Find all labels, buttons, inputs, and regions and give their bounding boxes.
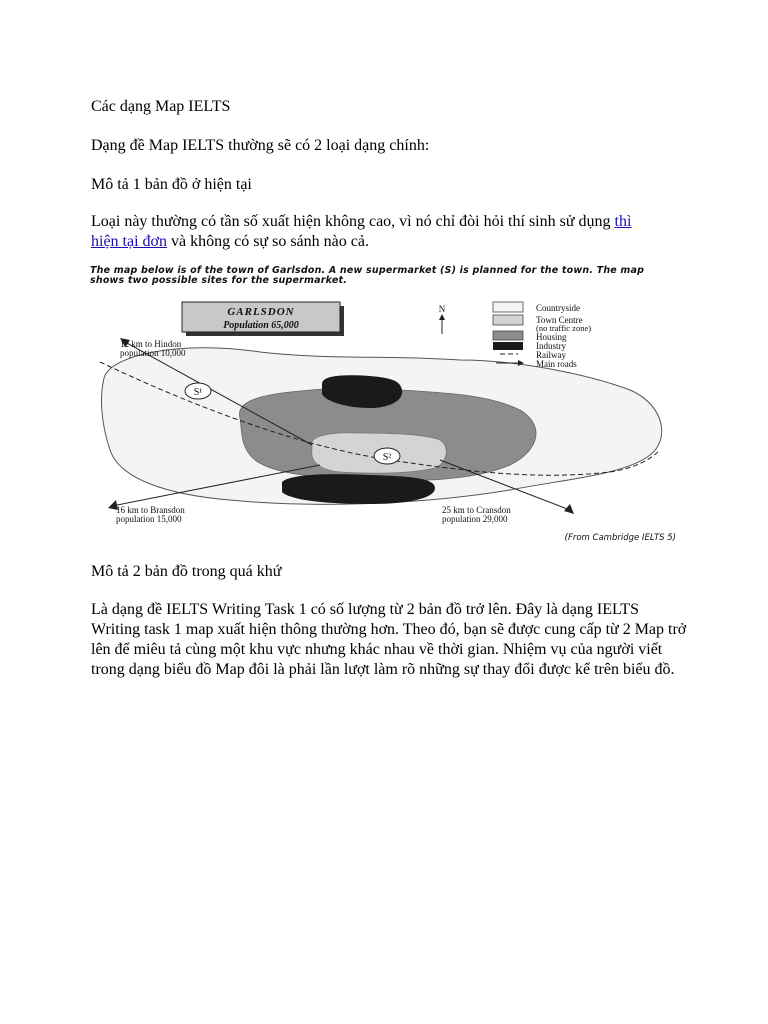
legend-housing: Housing [536,332,567,342]
figure-caption: The map below is of the town of Garlsdon. A new supermarket (S) is planned for the town. The map shows two possible sites for the supermarket. [90,265,645,286]
figure-source: (From Cambridge IELTS 5) [564,533,676,543]
page-heading: Các dạng Map IELTS [91,98,231,115]
legend-railway: Railway [536,350,566,360]
legend-swatch-housing [493,331,523,340]
legend-countryside: Countryside [536,303,580,313]
section2-paragraph: Là dạng đề IELTS Writing Task 1 có số lượng từ 2 bản đồ trở lên. Đây là dạng IELTS Writing task 1 map xuất hiện thông thường hơn. Theo đó, bạn sẽ được cung cấp từ 2 Map trở lên để miêu tả cùng một khu vực nhưng khác nhau về thời gian. Nhiệm vụ của người viết trong dạng biểu đồ Map đôi là phải lần lượt làm rõ những sự thay đổi được kể trên biểu đồ. [91,601,687,678]
north-arrow-icon [439,314,445,320]
present-simple-link[interactable]: thì hiện tại đơn [91,213,632,250]
legend-swatch-town-centre [493,315,523,325]
bransdon-population: population 15,000 [116,514,182,524]
bransdon-distance: 16 km to Bransdon [116,505,185,515]
hindon-distance: 12 km to Hindon [120,339,182,349]
map-population: Population 65,000 [223,320,299,331]
legend-town-centre: Town Centre [536,315,583,325]
site-2-label: S² [382,452,392,463]
map-title: GARLSDON [227,306,295,318]
section2-title: Mô tả 2 bản đồ trong quá khứ [91,563,282,580]
cransdon-distance: 25 km to Cransdon [442,505,511,515]
section1-paragraph [91,212,651,252]
section1-text-before: Loại này thường có tần số xuất hiện không cao, vì nó chỉ đòi hỏi thí sinh sử dụng [91,213,615,230]
hindon-population: population 10,000 [120,348,186,358]
legend-industry: Industry [536,341,566,351]
site-1-label: S¹ [193,387,203,398]
north-label: N [438,304,446,314]
section1-title: Mô tả 1 bản đồ ở hiện tại [91,176,252,193]
intro-paragraph: Dạng đề Map IELTS thường sẽ có 2 loại dạng chính: [91,137,430,154]
garlsdon-map [90,300,678,530]
legend-swatch-industry [493,342,523,350]
map-figure [90,266,678,544]
road-arrow-cransdon [564,504,574,514]
cransdon-population: population 29,000 [442,514,508,524]
section1-text-after: và không có sự so sánh nào cả. [167,233,369,250]
legend-main-roads: Main roads [536,359,577,369]
industry-south [282,474,435,504]
legend-swatch-countryside [493,302,523,312]
legend-town-centre-note: (no traffic zone) [536,323,592,333]
